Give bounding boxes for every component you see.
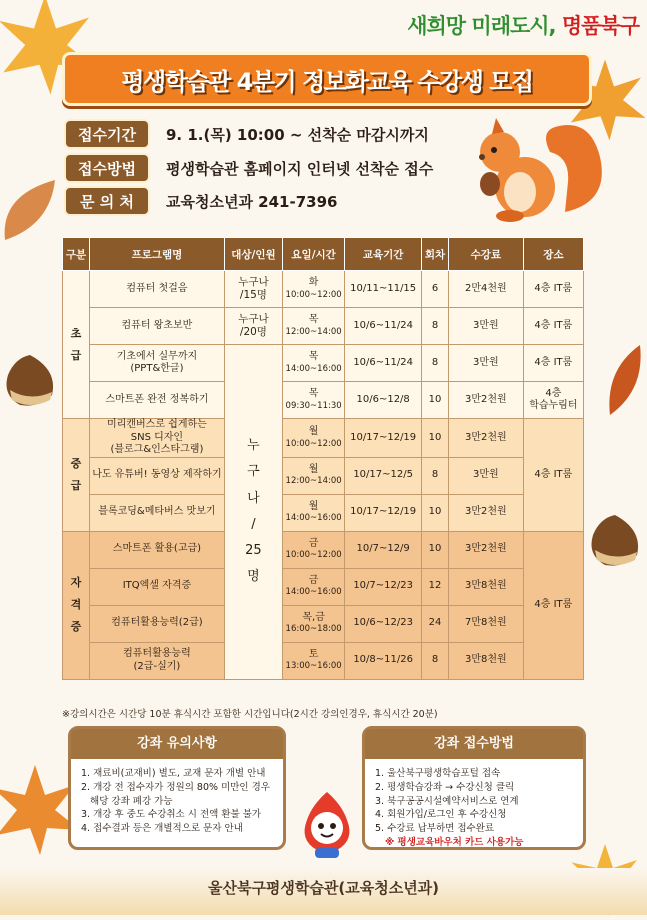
slogan bbox=[407, 10, 639, 40]
info-value-period: 9. 1.(목) 10:00 ~ 선착순 마감시까지 bbox=[166, 125, 429, 144]
table.groups.g1-char: 급 bbox=[70, 348, 82, 362]
course-fee: 3만2천원 bbox=[449, 494, 524, 531]
course-period: 10/11~11/15 bbox=[345, 271, 422, 308]
program-name: 미리캔버스로 쉽게하는 SNS 디자인 (블로그&인스타그램) bbox=[89, 419, 224, 458]
program-name: 컴퓨터 첫걸음 bbox=[89, 271, 224, 308]
course-place: 4층 IT룸 bbox=[523, 308, 583, 345]
schedule-cell bbox=[282, 642, 344, 679]
header-time: 요일/시간 bbox=[282, 238, 344, 271]
info-key-contact: 문 의 처 bbox=[64, 186, 150, 216]
info-row-contact bbox=[64, 187, 337, 215]
day-label: 목 bbox=[308, 351, 319, 363]
session-count: 8 bbox=[422, 457, 449, 494]
title-banner bbox=[62, 52, 592, 106]
schedule-cell bbox=[282, 382, 344, 419]
course-period: 10/6~11/24 bbox=[345, 345, 422, 382]
chestnut-left-icon bbox=[0, 350, 60, 410]
time-range: 13:00~16:00 bbox=[285, 661, 342, 672]
course-place: 4층 IT룸 bbox=[523, 271, 583, 308]
table.groups.g3-char: 격 bbox=[70, 598, 82, 612]
course-fee: 3만8천원 bbox=[449, 568, 524, 605]
schedule-cell bbox=[282, 457, 344, 494]
session-count: 8 bbox=[422, 345, 449, 382]
notice-box bbox=[68, 726, 286, 850]
squirrel-illustration-icon bbox=[470, 112, 610, 227]
header-target: 대상/인원 bbox=[224, 238, 282, 271]
day-label: 목 bbox=[308, 388, 319, 400]
category-intermediate bbox=[63, 419, 90, 532]
course-period: 10/17~12/19 bbox=[345, 494, 422, 531]
course-fee: 3만원 bbox=[449, 457, 524, 494]
table-row bbox=[63, 457, 584, 494]
program-name: 컴퓨터활용능력 (2급-실기) bbox=[89, 642, 224, 679]
header-category: 구분 bbox=[63, 238, 90, 271]
day-label: 월 bbox=[308, 426, 319, 438]
list-item: 1. 재료비(교재비) 별도, 교재 문자 개별 안내 bbox=[81, 768, 266, 779]
course-period: 10/6~11/24 bbox=[345, 308, 422, 345]
list-item: 2. 평생학습강좌 → 수강신청 클릭 bbox=[375, 781, 515, 793]
program-name: 기초에서 실무까지 (PPT&한글) bbox=[89, 345, 224, 382]
header-place: 장소 bbox=[523, 238, 583, 271]
schedule-cell bbox=[282, 531, 344, 568]
info-value-contact: 교육청소년과 241-7396 bbox=[166, 192, 338, 211]
schedule-cell bbox=[282, 494, 344, 531]
schedule-cell bbox=[282, 605, 344, 642]
leaf-right-icon bbox=[600, 340, 647, 420]
table-header-row bbox=[63, 238, 584, 271]
voucher-highlight: ※ 평생교육바우처 카드 사용가능 bbox=[385, 836, 524, 848]
table.shared_target-char: 25 bbox=[245, 543, 262, 558]
list-item: 1. 울산북구평생학습포털 접속 bbox=[375, 768, 501, 779]
list-item: 5. 수강료 납부하면 접수완료 bbox=[375, 823, 495, 835]
course-fee: 2만4천원 bbox=[449, 271, 524, 308]
category-basic bbox=[63, 271, 90, 419]
program-name: 나도 유튜버! 동영상 제작하기 bbox=[89, 457, 224, 494]
time-range: 16:00~18:00 bbox=[285, 624, 342, 635]
table-row bbox=[63, 531, 584, 568]
application-box-title: 강좌 접수방법 bbox=[365, 729, 583, 759]
time-range: 10:00~12:00 bbox=[285, 289, 342, 300]
list-item: 4. 회원가입/로그인 후 수강신청 bbox=[375, 809, 507, 821]
course-period: 10/6~12/8 bbox=[345, 382, 422, 419]
course-period: 10/7~12/9 bbox=[345, 531, 422, 568]
table-row bbox=[63, 271, 584, 308]
table.groups.g2-char: 중 bbox=[70, 457, 82, 470]
table-row bbox=[63, 605, 584, 642]
list-item: 4. 접수결과 등은 개별적으로 문자 안내 bbox=[81, 823, 243, 835]
program-name: ITQ엑셀 자격증 bbox=[89, 568, 224, 605]
day-label: 화 bbox=[308, 277, 319, 289]
session-count: 6 bbox=[422, 271, 449, 308]
course-fee: 3만원 bbox=[449, 345, 524, 382]
time-range: 14:00~16:00 bbox=[285, 513, 342, 524]
course-period: 10/17~12/19 bbox=[345, 419, 422, 458]
time-range: 09:30~11:30 bbox=[285, 400, 342, 411]
mascot-character-icon bbox=[297, 790, 357, 860]
table.groups.g1-char: 초 bbox=[70, 326, 82, 340]
application-list bbox=[365, 759, 583, 858]
course-place: 4층 학습누림터 bbox=[523, 382, 583, 419]
slogan-part1: 새희망 미래도시, bbox=[407, 14, 556, 38]
footer-org-name: 울산북구평생학습관(교육청소년과) bbox=[0, 868, 647, 915]
day-label: 금 bbox=[308, 537, 319, 549]
info-value-method: 평생학습관 홈페이지 인터넷 선착순 접수 bbox=[166, 159, 434, 178]
list-item: 2. 개강 전 접수자가 정원의 80% 미만인 경우 bbox=[81, 781, 270, 793]
session-count: 24 bbox=[422, 605, 449, 642]
day-label: 금 bbox=[308, 574, 319, 586]
day-label: 목 bbox=[308, 314, 319, 326]
table.shared_target-char: 나 bbox=[247, 490, 260, 506]
list-item: 3. 북구공공시설예약서비스로 연계 bbox=[375, 795, 519, 807]
table.shared_target-char: 명 bbox=[247, 569, 260, 585]
target-capacity: 누구나 /15명 bbox=[224, 271, 282, 308]
course-fee: 3만원 bbox=[449, 308, 524, 345]
category-certificate bbox=[63, 531, 90, 679]
program-name: 블록코딩&메타버스 맛보기 bbox=[89, 494, 224, 531]
list-item: 3. 개강 후 중도 수강취소 시 전액 환불 불가 bbox=[81, 809, 262, 821]
day-label: 월 bbox=[308, 463, 319, 475]
course-fee: 7만8천원 bbox=[449, 605, 524, 642]
course-place: 4층 IT룸 bbox=[523, 531, 583, 679]
table-row bbox=[63, 568, 584, 605]
course-fee: 3만8천원 bbox=[449, 642, 524, 679]
course-period: 10/8~11/26 bbox=[345, 642, 422, 679]
course-place: 4층 IT룸 bbox=[523, 345, 583, 382]
course-period: 10/17~12/5 bbox=[345, 457, 422, 494]
course-fee: 3만2천원 bbox=[449, 531, 524, 568]
program-name: 스마트폰 활용(고급) bbox=[89, 531, 224, 568]
header-fee: 수강료 bbox=[449, 238, 524, 271]
schedule-cell bbox=[282, 345, 344, 382]
notice-list bbox=[71, 759, 283, 844]
header-count: 회차 bbox=[422, 238, 449, 271]
info-row-period bbox=[64, 120, 429, 148]
session-count: 10 bbox=[422, 419, 449, 458]
program-name: 컴퓨터활용능력(2급) bbox=[89, 605, 224, 642]
schedule-cell bbox=[282, 308, 344, 345]
list-item: 해당 강좌 폐강 가능 bbox=[81, 795, 173, 807]
time-range: 10:00~12:00 bbox=[285, 550, 342, 561]
header-period: 교육기간 bbox=[345, 238, 422, 271]
schedule-cell bbox=[282, 271, 344, 308]
table.groups.g2-char: 급 bbox=[70, 478, 82, 492]
info-row-method bbox=[64, 154, 433, 182]
day-label: 월 bbox=[308, 500, 319, 512]
table.groups.g3-char: 자 bbox=[70, 576, 82, 590]
page-title: 평생학습관 4분기 정보화교육 수강생 모집 bbox=[121, 67, 533, 96]
table-row bbox=[63, 419, 584, 458]
program-name: 컴퓨터 왕초보반 bbox=[89, 308, 224, 345]
course-fee: 3만2천원 bbox=[449, 419, 524, 458]
table.shared_target-char: 누 bbox=[247, 438, 260, 453]
session-count: 8 bbox=[422, 308, 449, 345]
session-count: 12 bbox=[422, 568, 449, 605]
course-fee: 3만2천원 bbox=[449, 382, 524, 419]
target-capacity-shared bbox=[224, 345, 282, 680]
time-range: 14:00~16:00 bbox=[285, 587, 342, 598]
time-range: 12:00~14:00 bbox=[285, 326, 342, 337]
time-note: ※강의시간은 시간당 10분 휴식시간 포함한 시간입니다(2시간 강의인경우, 휴식시간 20분) bbox=[62, 709, 438, 720]
header-program: 프로그램명 bbox=[89, 238, 224, 271]
table-row bbox=[63, 345, 584, 382]
time-range: 12:00~14:00 bbox=[285, 476, 342, 487]
application-box bbox=[362, 726, 586, 850]
session-count: 8 bbox=[422, 642, 449, 679]
program-name: 스마트폰 완전 정복하기 bbox=[89, 382, 224, 419]
course-place: 4층 IT룸 bbox=[523, 419, 583, 532]
slogan-part2: 명품북구 bbox=[555, 14, 639, 38]
table-row bbox=[63, 308, 584, 345]
day-label: 목,금 bbox=[302, 611, 325, 623]
course-period: 10/6~12/23 bbox=[345, 605, 422, 642]
table.groups.g3-char: 증 bbox=[70, 619, 82, 633]
day-label: 토 bbox=[308, 648, 319, 660]
info-key-period: 접수기간 bbox=[64, 119, 150, 149]
session-count: 10 bbox=[422, 382, 449, 419]
course-period: 10/7~12/23 bbox=[345, 568, 422, 605]
session-count: 10 bbox=[422, 494, 449, 531]
schedule-cell bbox=[282, 568, 344, 605]
chestnut-right-icon bbox=[585, 510, 645, 570]
table.shared_target-char: 구 bbox=[247, 464, 260, 480]
schedule-cell bbox=[282, 419, 344, 458]
table-row bbox=[63, 494, 584, 531]
table-row bbox=[63, 382, 584, 419]
time-range: 14:00~16:00 bbox=[285, 363, 342, 374]
info-key-method: 접수방법 bbox=[64, 153, 150, 183]
table-row bbox=[63, 642, 584, 679]
leaf-left-icon bbox=[0, 175, 60, 245]
time-range: 10:00~12:00 bbox=[285, 438, 342, 449]
session-count: 10 bbox=[422, 531, 449, 568]
course-table bbox=[62, 237, 584, 680]
target-capacity: 누구나 /20명 bbox=[224, 308, 282, 345]
table.shared_target-char: / bbox=[251, 516, 256, 532]
notice-box-title: 강좌 유의사항 bbox=[71, 729, 283, 759]
